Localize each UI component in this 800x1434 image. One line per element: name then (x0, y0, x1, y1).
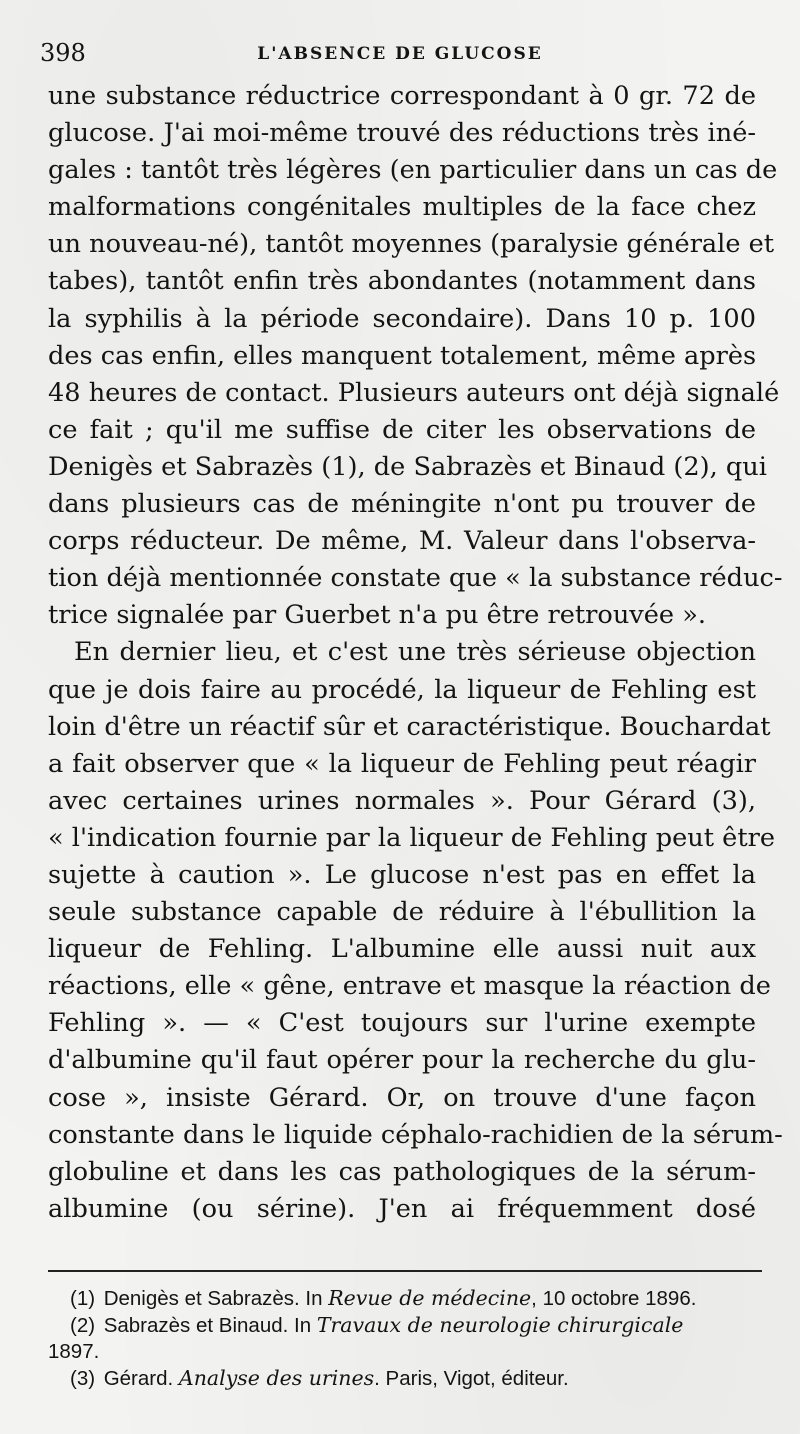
text-line: dans plusieurs cas de méningite n'ont pu trouver de (48, 489, 756, 520)
text-line: 48 heures de contact. Plusieurs auteurs ont déjà signalé (48, 377, 780, 408)
footnote-title: Revue de médecine (328, 1286, 532, 1310)
footnote-text: Denigès et Sabrazès. In (103, 1287, 329, 1310)
text-line: une substance réductrice correspondant à 0 gr. 72 de (48, 81, 756, 111)
footnote-separator (48, 1270, 762, 1272)
footnote-number: (1) (70, 1287, 96, 1310)
page-header (40, 38, 760, 68)
footnote-title: Travaux de neurologie chirurgicale (316, 1313, 684, 1337)
text-line: ce fait ; qu'il me suffise de citer les observations de (48, 414, 756, 445)
text-line: En dernier lieu, et c'est une très sérieuse objection (74, 637, 756, 668)
footnote-text: , 10 octobre 1896. (531, 1287, 697, 1310)
page-number: 398 (40, 39, 86, 67)
text-line: trice signalée par Guerbet n'a pu être retrouvée ». (48, 600, 706, 631)
text-line: des cas enfin, elles manquent totalement, même après (48, 340, 757, 371)
text-line: que je dois faire au procédé, la liqueur de Fehling est (48, 674, 756, 705)
text-line: gales : tantôt très légères (en particulier dans un cas de (48, 155, 778, 186)
text-line: liqueur de Fehling. L'albumine elle aussi nuit aux (48, 934, 756, 965)
footnote-text: Sabrazès et Binaud. In (103, 1314, 317, 1337)
text-line: a fait observer que « la liqueur de Fehling peut réagir (48, 748, 756, 779)
text-line: d'albumine qu'il faut opérer pour la recherche du glu- (48, 1045, 756, 1076)
footnote-number: (3) (70, 1367, 96, 1390)
text-line: « l'indication fournie par la liqueur de Fehling peut être (48, 822, 775, 853)
text-line: loin d'être un réactif sûr et caractéristique. Bouchardat (48, 711, 771, 742)
text-line: tion déjà mentionnée constate que « la substance réduc- (48, 563, 783, 594)
footnote-2-continuation: 1897. (48, 1340, 100, 1363)
text-line: la syphilis à la période secondaire). Dans 10 p. 100 (48, 303, 756, 334)
text-line: albumine (ou sérine). J'en ai fréquemment dosé (48, 1193, 756, 1224)
footnote-number: (2) (70, 1314, 96, 1337)
footnote-1 (48, 1285, 762, 1312)
footnote-text: . Paris, Vigot, éditeur. (374, 1367, 569, 1390)
footnotes (48, 1285, 762, 1392)
text-line: avec certaines urines normales ». Pour Gérard (3), (48, 785, 756, 816)
text-line: globuline et dans les cas pathologiques de la sérum- (48, 1156, 756, 1187)
text-line: seule substance capable de réduire à l'ébullition la (48, 897, 756, 928)
text-line: Fehling ». — « C'est toujours sur l'urine exempte (48, 1008, 756, 1039)
footnote-2 (48, 1312, 762, 1339)
paragraph-2 (48, 634, 783, 1228)
text-line: Denigès et Sabrazès (1), de Sabrazès et Binaud (2), qui (48, 451, 767, 482)
footnote-3 (48, 1365, 762, 1392)
text-line: glucose. J'ai moi-même trouvé des réductions très iné- (48, 118, 756, 149)
text-line: corps réducteur. De même, M. Valeur dans l'observa- (48, 526, 756, 557)
text-line: tabes), tantôt enfin très abondantes (notamment dans (48, 266, 756, 297)
text-line: un nouveau-né), tantôt moyennes (paralysie générale et (48, 229, 775, 260)
footnote-text: Gérard. (103, 1367, 179, 1390)
running-title: L'ABSENCE DE GLUCOSE (257, 44, 543, 64)
footnote-title: Analyse des urines (178, 1366, 375, 1390)
text-line: sujette à caution ». Le glucose n'est pas en effet la (48, 859, 756, 890)
text-line: cose », insiste Gérard. Or, on trouve d'une façon (48, 1082, 756, 1113)
text-line: constante dans le liquide céphalo-rachidien de la sérum- (48, 1119, 783, 1150)
paragraph-1 (48, 78, 783, 634)
body-text (48, 78, 783, 1228)
text-line: malformations congénitales multiples de la face chez (48, 192, 756, 223)
text-line: réactions, elle « gêne, entrave et masque la réaction de (48, 971, 771, 1002)
